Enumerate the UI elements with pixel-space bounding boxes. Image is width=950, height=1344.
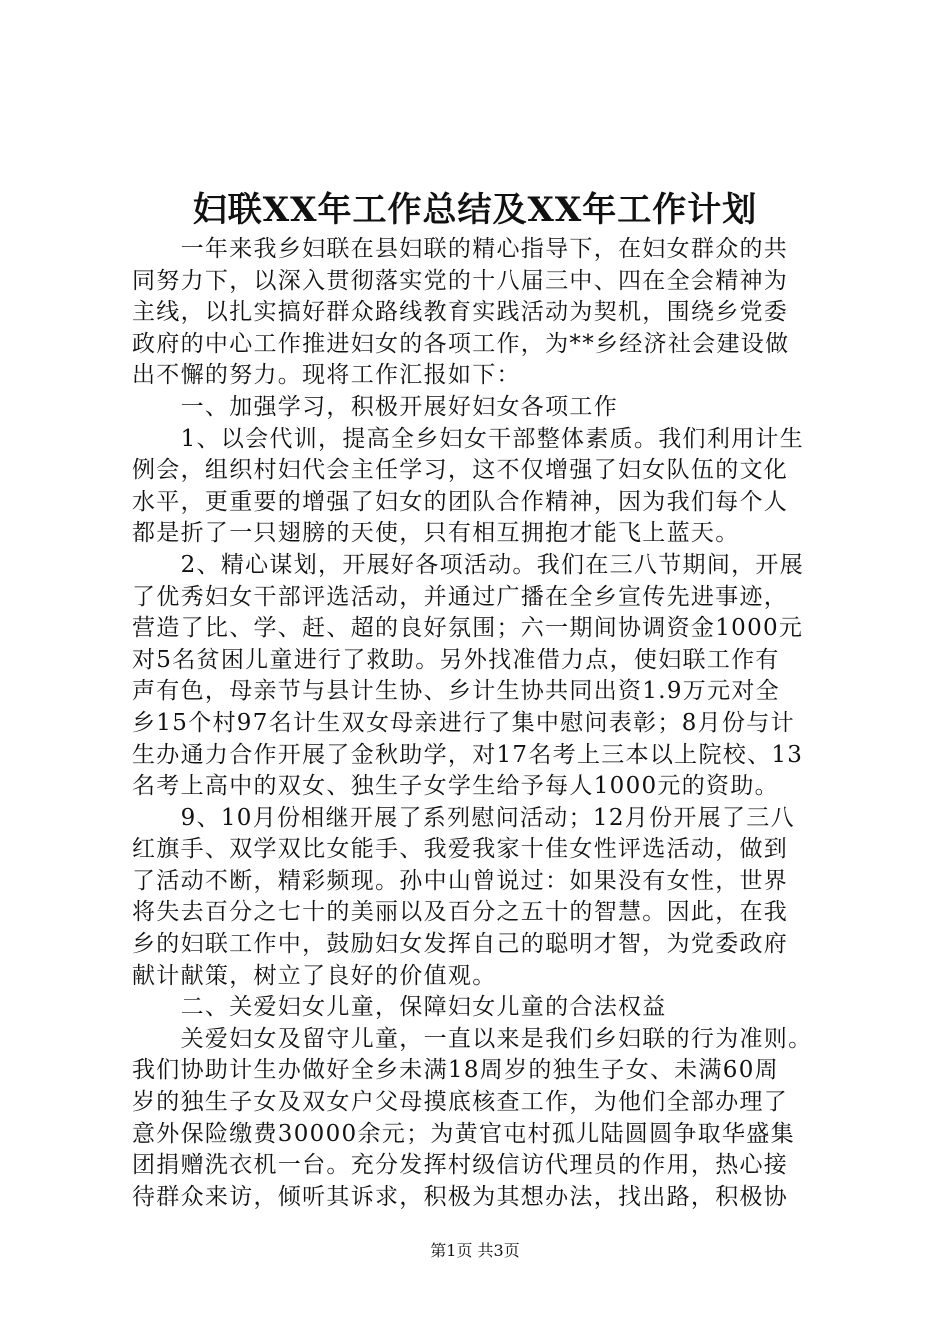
document-body	[132, 234, 832, 1213]
body-line: 岁的独生子女及双女户父母摸底核查工作，为他们全部办理了	[132, 1089, 789, 1116]
body-line: 9、10月份相继开展了系列慰问活动；12月份开展了三八	[132, 804, 795, 831]
body-line: 将失去百分之七十的美丽以及百分之五十的智慧。因此，在我	[132, 899, 789, 926]
body-line: 红旗手、双学双比女能手、我爱我家十佳女性评选活动，做到	[132, 836, 789, 863]
section-heading: 一、加强学习，积极开展好妇女各项工作	[132, 393, 618, 420]
body-line: 我们协助计生办做好全乡未满18周岁的独生子女、未满60周	[132, 1057, 779, 1084]
body-line: 政府的中心工作推进妇女的各项工作，为**乡经济社会建设做	[132, 330, 790, 357]
body-line: 了优秀妇女干部评选活动，并通过广播在全乡宣传先进事迹，	[132, 583, 789, 610]
body-line: 例会，组织村妇代会主任学习，这不仅增强了妇女队伍的文化	[132, 457, 789, 484]
section-heading: 二、关爱妇女儿童，保障妇女儿童的合法权益	[132, 994, 667, 1021]
body-line: 都是折了一只翅膀的天使，只有相互拥抱才能飞上蓝天。	[132, 520, 740, 547]
body-line: 生办通力合作开展了金秋助学，对17名考上三本以上院校、13	[132, 741, 804, 768]
page-number-footer: 第1页 共3页	[430, 1241, 520, 1260]
body-line: 2、精心谋划，开展好各项活动。我们在三八节期间，开展	[132, 551, 805, 578]
body-line: 待群众来访，倾听其诉求，积极为其想办法，找出路，积极协	[132, 1183, 789, 1210]
body-line: 同努力下，以深入贯彻落实党的十八届三中、四在全会精神为	[132, 267, 789, 294]
body-line: 出不懈的努力。现将工作汇报如下：	[132, 362, 521, 389]
body-line: 对5名贫困儿童进行了救助。另外找准借力点，使妇联工作有	[132, 646, 780, 673]
body-line: 了活动不断，精彩频现。孙中山曾说过：如果没有女性，世界	[132, 867, 789, 894]
body-line: 关爱妇女及留守儿童，一直以来是我们乡妇联的行为准则。	[132, 1025, 813, 1052]
body-line: 意外保险缴费30000余元；为黄官屯村孤儿陆圆圆争取华盛集	[132, 1120, 795, 1147]
document-title: 妇联XX年工作总结及XX年工作计划	[192, 190, 758, 230]
body-line: 营造了比、学、赶、超的良好氛围；六一期间协调资金1000元	[132, 615, 804, 642]
body-line: 名考上高中的双女、独生子女学生给予每人1000元的资助。	[132, 773, 779, 800]
body-line: 团捐赠洗衣机一台。充分发挥村级信访代理员的作用，热心接	[132, 1152, 789, 1179]
body-line: 乡15个村97名计生双女母亲进行了集中慰问表彰；8月份与计	[132, 709, 795, 736]
body-line: 1、以会代训，提高全乡妇女干部整体素质。我们利用计生	[132, 425, 805, 452]
body-line: 献计献策，树立了良好的价值观。	[132, 962, 497, 989]
body-line: 主线，以扎实搞好群众路线教育实践活动为契机，围绕乡党委	[132, 299, 789, 326]
body-line: 一年来我乡妇联在县妇联的精心指导下，在妇女群众的共	[132, 236, 789, 262]
body-line: 水平，更重要的增强了妇女的团队合作精神，因为我们每个人	[132, 488, 789, 515]
body-line: 声有色，母亲节与县计生协、乡计生协共同出资1.9万元对全	[132, 678, 780, 705]
body-line: 乡的妇联工作中，鼓励妇女发挥自己的聪明才智，为党委政府	[132, 931, 789, 958]
